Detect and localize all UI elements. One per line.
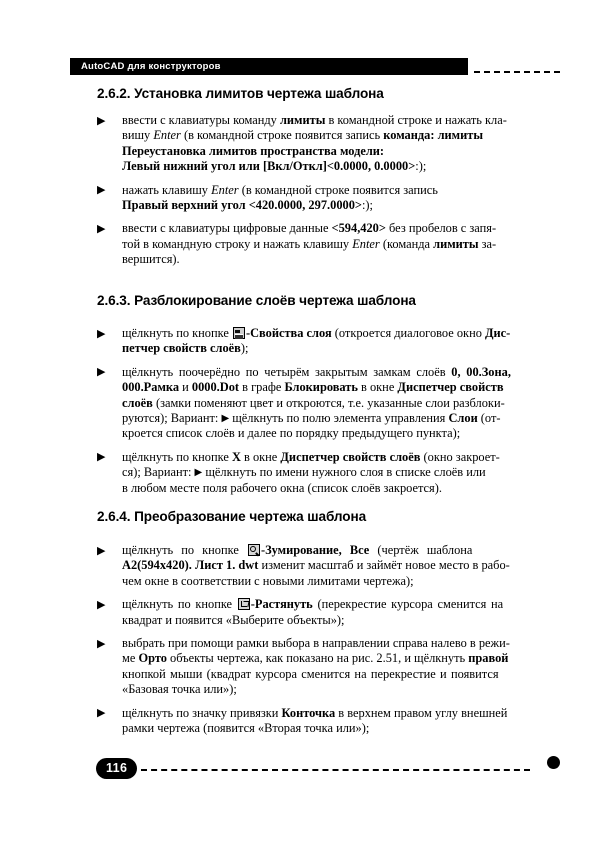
list-item (97, 326, 525, 357)
page-footer (96, 756, 560, 780)
text-run: вишу (122, 128, 154, 143)
bullet-list-2-6-2 (97, 113, 525, 268)
text-run-bold: -Растянуть (250, 597, 313, 612)
text-run: без пробелов с запя- (385, 221, 497, 236)
bullet-triangle-icon: ▶ (97, 222, 106, 235)
inline-bullet-triangle-icon: ▶ (221, 413, 230, 425)
text-run: (откроется диалоговое окно (331, 326, 485, 340)
text-run: щёлкнуть по кнопке (122, 326, 232, 340)
list-item (97, 365, 525, 442)
text-run-bold: команда: лимиты (383, 128, 484, 143)
bullet-triangle-icon: ▶ (97, 184, 106, 197)
text-run-bold: <594,420> (331, 221, 386, 236)
page-number-badge: 116 (96, 758, 137, 779)
text-run: выбрать при помощи рамки выбора в направлении справа налево в режи- (122, 636, 510, 651)
text-run: (перекрестие курсора сменится на (312, 597, 504, 612)
text-run-bold: лимиты (433, 236, 479, 251)
text-run: за- (478, 236, 497, 251)
text-run: квадрат и появится «Выберите объекты»); (122, 612, 345, 627)
text-run: щёлкнуть по кнопке (122, 543, 247, 557)
text-line (122, 159, 525, 174)
footer-dotted-rule (137, 758, 546, 779)
text-run-bold: -Зумирование, Все (260, 543, 370, 557)
text-run: ); (240, 341, 249, 356)
list-item (97, 706, 525, 737)
text-run: в верхнем правом углу внешней (335, 705, 508, 720)
text-run-italic: Enter (352, 236, 380, 251)
text-run-bold: 0, 00.Зона, (451, 364, 511, 379)
bullet-triangle-icon: ▶ (97, 451, 106, 464)
list-item (97, 597, 525, 628)
text-run: нажать клавишу (122, 182, 212, 197)
text-run: щёлкнуть по кнопке (122, 449, 232, 464)
text-run: щёлкнуть поочерёдно по четырём закрытым замкам слоёв (122, 364, 452, 379)
list-item (97, 113, 525, 175)
bullet-triangle-icon: ▶ (97, 544, 106, 557)
text-run-bold: Левый нижний угол или [Вкл/Откл]<0.0000, 0.0000> (122, 159, 416, 174)
text-run: и (179, 380, 192, 395)
bullet-triangle-icon: ▶ (97, 598, 106, 611)
text-run: вершится). (122, 252, 180, 267)
text-run: кроется список слоёв и далее по порядку предыдущего пункта); (122, 426, 461, 441)
text-line (122, 198, 525, 213)
text-run: в окне (240, 449, 281, 464)
bullet-triangle-icon: ▶ (97, 366, 106, 379)
list-item (97, 221, 525, 267)
text-run: (в командной строке появится запись (180, 128, 384, 143)
text-line (122, 341, 525, 356)
text-run-bold: слоёв (122, 395, 153, 410)
bullet-list-2-6-4 (97, 543, 525, 736)
text-run-bold: X (231, 449, 241, 464)
text-line (122, 365, 511, 379)
text-run-bold: А2(594х420). Лист 1. dwt (122, 558, 259, 573)
text-run: рамки чертежа (появится «Вторая точка или»); (122, 721, 370, 736)
text-line (122, 543, 472, 557)
text-run: объекты чертежа, как показано на рис. 2.51, и щёлкнуть (166, 651, 469, 666)
text-run-bold: Правый верхний угол <420.0000, 297.0000> (122, 198, 362, 213)
text-run-bold: Орто (138, 651, 167, 666)
heading-2-6-4: 2.6.4. Преобразование чертежа шаблона (97, 509, 367, 524)
running-header-bar (70, 58, 468, 75)
running-header (70, 56, 560, 76)
text-run-bold: 0000.Dot (191, 380, 240, 395)
text-run: в любом месте поля рабочего окна (список слоёв закроется). (122, 480, 442, 495)
text-run: (окно закроет- (420, 449, 500, 464)
text-run-bold: Диспетчер свойств (397, 380, 504, 395)
text-run: кнопкой мыши (квадрат курсора сменится на перекрестие и появится (122, 666, 499, 681)
text-run: щёлкнуть по полю элемента управления (229, 411, 449, 426)
zoom-magnifier-icon (248, 544, 260, 556)
heading-2-6-3: 2.6.3. Разблокирование слоёв чертежа шаблона (97, 293, 416, 308)
text-run: ме (122, 651, 139, 666)
bullet-list-2-6-3 (97, 326, 525, 496)
stretch-icon (238, 598, 250, 610)
bullet-triangle-icon: ▶ (97, 114, 106, 127)
heading-2-6-2: 2.6.2. Установка лимитов чертежа шаблона (97, 86, 384, 101)
list-item (97, 450, 525, 496)
text-run: (команда (379, 236, 434, 251)
text-run: щёлкнуть по кнопке (122, 597, 237, 612)
list-item (97, 183, 525, 214)
bullet-triangle-icon: ▶ (97, 327, 106, 340)
text-run: в командной строке и нажать кла- (325, 113, 507, 127)
text-run-italic: Enter (211, 182, 239, 197)
text-run: руются); Вариант: (122, 411, 222, 426)
footer-end-dot (547, 756, 560, 769)
header-dotted-rule (468, 58, 560, 75)
text-run: :); (415, 159, 427, 174)
text-run: ввести с клавиатуры команду (122, 113, 280, 127)
text-run-bold: Конточка (281, 705, 336, 720)
text-run-bold: -Свойства слоя (245, 326, 332, 340)
text-run: в окне (357, 380, 398, 395)
text-run: ся); Вариант: (122, 465, 195, 480)
text-run: :); (361, 198, 373, 213)
inline-bullet-triangle-icon: ▶ (194, 467, 203, 479)
list-item (97, 636, 525, 698)
text-run-bold: Дис- (485, 326, 511, 340)
text-run: изменит масштаб и займёт новое место в рабо- (258, 558, 510, 573)
text-run-bold: лимиты (279, 113, 326, 127)
text-run-bold: Переустановка лимитов пространства модели: (122, 143, 385, 158)
text-run: (чертёж шаблона (369, 543, 473, 557)
text-run: ввести с клавиатуры цифровые данные (122, 221, 332, 236)
bullet-triangle-icon: ▶ (97, 707, 106, 720)
layer-properties-icon (233, 327, 245, 339)
text-run-bold: Диспетчер свойств слоёв (280, 449, 421, 464)
text-run-bold: Блокировать (284, 380, 358, 395)
list-item (97, 543, 525, 589)
text-run: щёлкнуть по имени нужного слоя в списке слоёв или (202, 465, 486, 480)
running-header-title: AutoCAD для конструкторов (81, 60, 221, 72)
text-run-bold: петчер свойств слоёв (122, 341, 241, 356)
text-run-italic: Enter (153, 128, 181, 143)
text-run: чем окне в соответствии с новыми лимитами чертежа); (122, 573, 414, 588)
text-run: той в командную строку и нажать клавишу (122, 236, 353, 251)
text-line (122, 597, 503, 611)
text-run: в графе (239, 380, 285, 395)
text-run: (замки поменяют цвет и откроются, т.е. указанные слои разблоки- (152, 395, 505, 410)
text-run-bold: правой (468, 651, 509, 666)
bullet-triangle-icon: ▶ (97, 637, 106, 650)
text-run: (от- (477, 411, 501, 426)
text-run: «Базовая точка или»); (122, 682, 237, 697)
text-run-bold: 000.Рамка (122, 380, 180, 395)
text-run: (в командной строке появится запись (238, 182, 438, 197)
text-run: щёлкнуть по значку привязки (122, 705, 282, 720)
text-run-bold: Слои (448, 411, 478, 426)
